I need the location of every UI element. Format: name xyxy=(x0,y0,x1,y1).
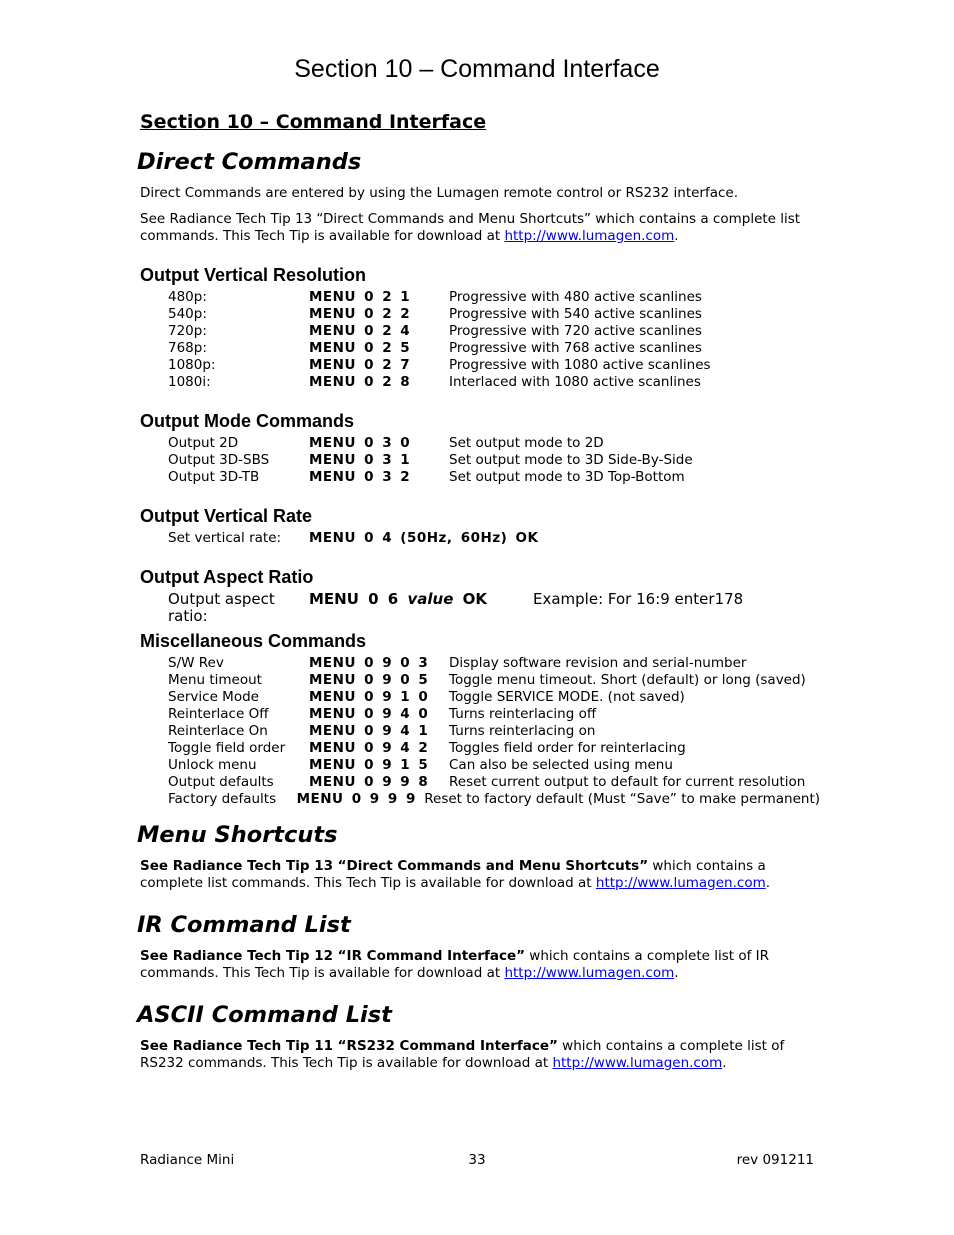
ascii-paragraph: See Radiance Tech Tip 11 “RS232 Command Interface” which contains a complete list of RS232 commands. This Tech Tip is available for download at http://www.lumagen.com. xyxy=(140,1038,785,1071)
row-name: Output defaults xyxy=(168,774,274,790)
row-command: MENU 0 2 1 xyxy=(309,289,411,305)
row-name: 480p: xyxy=(168,289,207,305)
row-name: 720p: xyxy=(168,323,207,339)
rate-label: Set vertical rate: xyxy=(168,530,282,546)
row-description: Reset to factory default (Must “Save” to make permanent) xyxy=(424,791,820,807)
row-name: Service Mode xyxy=(168,689,259,705)
table-row xyxy=(140,306,820,323)
row-name: Output 2D xyxy=(168,435,239,451)
table-row xyxy=(140,723,820,740)
row-description: Interlaced with 1080 active scanlines xyxy=(449,374,701,390)
table-row xyxy=(140,435,820,452)
table-row xyxy=(140,791,820,808)
rate-row xyxy=(140,530,820,547)
row-name: 540p: xyxy=(168,306,207,322)
section-title: Section 10 – Command Interface xyxy=(140,111,487,133)
aspect-label: Output aspect ratio: xyxy=(168,590,275,625)
row-name: Toggle field order xyxy=(168,740,286,756)
row-command: MENU 0 9 0 5 xyxy=(309,672,429,688)
misc-heading: Miscellaneous Commands xyxy=(140,631,367,651)
row-description: Turns reinterlacing on xyxy=(449,723,596,739)
table-row xyxy=(140,706,820,723)
row-name: 1080i: xyxy=(168,374,211,390)
table-row xyxy=(140,469,820,486)
direct-commands-note: See Radiance Tech Tip 13 “Direct Commands and Menu Shortcuts” which contains a complete list commands. This Tech Tip is available for download at http://www.lumagen.com. xyxy=(140,211,801,244)
aspect-heading: Output Aspect Ratio xyxy=(140,567,314,587)
ir-paragraph: See Radiance Tech Tip 12 “IR Command Interface” which contains a complete list of IR commands. This Tech Tip is available for download at http://www.lumagen.com. xyxy=(140,948,770,981)
misc-table xyxy=(140,655,820,808)
row-name: 1080p: xyxy=(168,357,216,373)
document-body xyxy=(137,111,820,1081)
row-description: Set output mode to 2D xyxy=(449,435,604,451)
table-row xyxy=(140,340,820,357)
row-name: Menu timeout xyxy=(168,672,262,688)
aspect-command: MENU 0 6 value OK xyxy=(309,590,487,608)
table-row xyxy=(140,289,820,306)
table-row xyxy=(140,357,820,374)
row-command: MENU 0 3 2 xyxy=(309,469,411,485)
row-command: MENU 0 2 7 xyxy=(309,357,411,373)
table-row xyxy=(140,757,820,774)
row-description: Set output mode to 3D Top-Bottom xyxy=(449,469,685,485)
shortcuts-paragraph: See Radiance Tech Tip 13 “Direct Commands and Menu Shortcuts” which contains a complete list commands. This Tech Tip is available for download at http://www.lumagen.com. xyxy=(140,858,771,891)
row-description: Set output mode to 3D Side-By-Side xyxy=(449,452,693,468)
row-command: MENU 0 2 4 xyxy=(309,323,411,339)
row-description: Reset current output to default for current resolution xyxy=(449,774,806,790)
row-command: MENU 0 9 9 8 xyxy=(309,774,429,790)
row-description: Toggles field order for reinterlacing xyxy=(449,740,686,756)
row-name: Output 3D-TB xyxy=(168,469,260,485)
lumagen-link[interactable]: http://www.lumagen.com xyxy=(552,1055,723,1071)
row-command: MENU 0 2 2 xyxy=(309,306,411,322)
row-command: MENU 0 3 0 xyxy=(309,435,411,451)
ir-heading: IR Command List xyxy=(137,912,351,938)
ascii-heading: ASCII Command List xyxy=(137,1002,392,1028)
resolution-heading: Output Vertical Resolution xyxy=(140,265,367,285)
table-row xyxy=(140,452,820,469)
row-command: MENU 0 3 1 xyxy=(309,452,411,468)
row-description: Progressive with 768 active scanlines xyxy=(449,340,702,356)
row-description: Toggle SERVICE MODE. (not saved) xyxy=(449,689,685,705)
row-name: Output 3D-SBS xyxy=(168,452,270,468)
rate-heading: Output Vertical Rate xyxy=(140,506,313,526)
row-description: Toggle menu timeout. Short (default) or long (saved) xyxy=(449,672,806,688)
mode-table xyxy=(140,435,820,486)
direct-commands-intro: Direct Commands are entered by using the Lumagen remote control or RS232 interface. xyxy=(140,185,739,201)
row-name: S/W Rev xyxy=(168,655,224,671)
rate-command: MENU 0 4 (50Hz, 60Hz) OK xyxy=(309,530,539,546)
shortcuts-heading: Menu Shortcuts xyxy=(137,822,338,848)
resolution-table xyxy=(140,289,820,391)
row-command: MENU 0 2 5 xyxy=(309,340,411,356)
table-row xyxy=(140,774,820,791)
row-command: MENU 0 9 1 0 xyxy=(309,689,429,705)
table-row xyxy=(140,374,820,391)
aspect-example: Example: For 16:9 enter178 xyxy=(533,590,744,608)
table-row xyxy=(140,689,820,706)
aspect-row xyxy=(168,590,820,625)
row-name: 768p: xyxy=(168,340,207,356)
row-name: Unlock menu xyxy=(168,757,257,773)
lumagen-link[interactable]: http://www.lumagen.com xyxy=(595,875,766,891)
page-title: Section 10 – Command Interface xyxy=(294,55,660,83)
row-command: MENU 0 9 4 1 xyxy=(309,723,429,739)
lumagen-link[interactable]: http://www.lumagen.com xyxy=(504,965,675,981)
row-command: MENU 0 9 1 5 xyxy=(309,757,429,773)
table-row xyxy=(140,672,820,689)
mode-heading: Output Mode Commands xyxy=(140,411,354,431)
row-description: Progressive with 1080 active scanlines xyxy=(449,357,711,373)
row-description: Turns reinterlacing off xyxy=(449,706,597,722)
lumagen-link[interactable]: http://www.lumagen.com xyxy=(504,228,675,244)
row-description: Display software revision and serial-number xyxy=(449,655,747,671)
table-row xyxy=(140,655,820,672)
footer-product: Radiance Mini xyxy=(140,1152,235,1168)
row-command: MENU 0 9 4 2 xyxy=(309,740,429,756)
row-name: Reinterlace On xyxy=(168,723,268,739)
row-description: Progressive with 540 active scanlines xyxy=(449,306,702,322)
row-name: Reinterlace Off xyxy=(168,706,269,722)
row-command: MENU 0 9 4 0 xyxy=(309,706,429,722)
row-command: MENU 0 2 8 xyxy=(309,374,411,390)
row-command: MENU 0 9 0 3 xyxy=(309,655,429,671)
table-row xyxy=(140,323,820,340)
page-number: 33 xyxy=(468,1152,486,1168)
row-description: Progressive with 480 active scanlines xyxy=(449,289,702,305)
direct-commands-heading: Direct Commands xyxy=(137,149,362,175)
table-row xyxy=(140,740,820,757)
row-description: Can also be selected using menu xyxy=(449,757,673,773)
row-command: MENU 0 9 9 9 xyxy=(296,791,416,807)
row-name: Factory defaults xyxy=(168,791,277,807)
footer-revision: rev 091211 xyxy=(736,1152,814,1168)
row-description: Progressive with 720 active scanlines xyxy=(449,323,702,339)
